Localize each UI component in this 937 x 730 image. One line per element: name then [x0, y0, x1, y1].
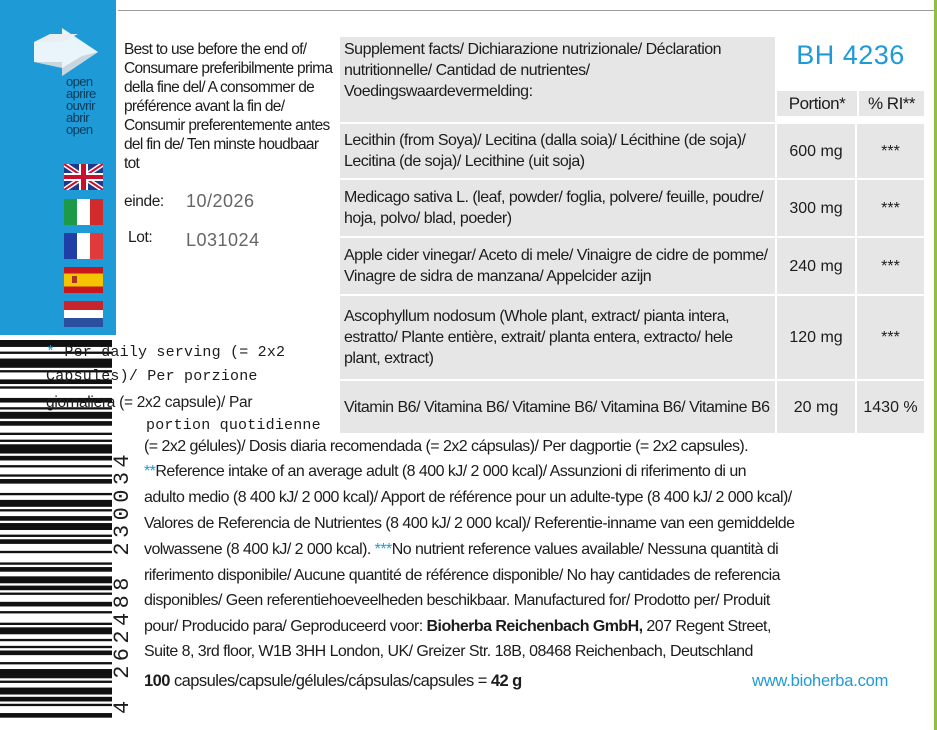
barcode-bar: [0, 681, 112, 683]
barcode-bar: [0, 593, 112, 595]
ingredient-name: Medicago sativa L. (leaf, powder/ foglia, polvere/ feuille, poudre/ hoja, polvo/ blad, poeder): [339, 179, 776, 237]
barcode-bar: [0, 704, 112, 706]
barcode-bar: [0, 646, 112, 648]
barcode-bar: [0, 576, 112, 583]
barcode-bar: [0, 523, 112, 530]
footnote-line: **Reference intake of an average adult (8 400 kJ/ 2 000 kcal)/ Assunzioni di riferimento di un: [144, 463, 747, 480]
barcode-bar: [0, 535, 112, 537]
table-row: [339, 123, 925, 179]
uk-flag-icon: [64, 164, 103, 190]
portion-column-header: Portion*: [777, 91, 857, 116]
barcode-bar: [0, 713, 112, 718]
ri-column-header: % RI**: [859, 91, 924, 116]
website-url: www.bioherba.com: [752, 672, 889, 690]
ingredient-ri: ***: [856, 295, 925, 380]
footnote-daily-line: Capsules)/ Per porzione: [46, 368, 258, 385]
barcode-bar: [0, 493, 112, 495]
barcode-bar: [0, 433, 112, 435]
supplement-facts-table: [338, 35, 926, 435]
barcode-bar: [0, 611, 112, 613]
barcode-bar: [0, 562, 112, 564]
footnote-line: disponibles/ Geen referentiehoeveelheden beschikbaar. Manufactured for/ Prodotto per/ Produit: [144, 592, 770, 609]
footnote-line: riferimento disponibile/ Aucune quantité de référence disponible/ No hay cantidades de referencia: [144, 567, 780, 584]
lot-label: Lot:: [128, 229, 153, 246]
barcode-bar: [0, 444, 112, 453]
ingredient-portion: 120 mg: [776, 295, 856, 380]
ingredient-ri: ***: [856, 123, 925, 179]
ingredient-portion: 600 mg: [776, 123, 856, 179]
barcode-bar: [0, 500, 112, 507]
facts-header: Supplement facts/ Dichiarazione nutrizionale/ Déclaration nutritionnelle/ Cantidad de nutrientes/ Voedingswaardevermelding:: [339, 36, 776, 123]
footnote-line: (= 2x2 gélules)/ Dosis diaria recomendada (= 2x2 cápsulas)/ Per dagportie (= 2x2 capsules).: [144, 438, 749, 455]
open-word: ouvrir: [66, 98, 95, 113]
barcode-bar: [0, 421, 112, 426]
footnote-line: pour/ Producido para/ Geproduceerd voor: Bioherba Reichenbach GmbH, 207 Regent Street,: [144, 618, 771, 635]
ingredient-portion: 20 mg: [776, 380, 856, 434]
footnote-daily-line: * Per daily serving (= 2x2: [46, 344, 286, 361]
package-quantity: 100 capsules/capsule/gélules/cápsulas/capsules = 42 g: [144, 672, 522, 690]
barcode-bar: [0, 627, 112, 634]
ingredient-name: Ascophyllum nodosum (Whole plant, extract/ pianta intera, estratto/ Plante entière, extrait/ planta entera, extracto/ hele plant, extract): [339, 295, 776, 380]
barcode-bar: [0, 412, 112, 419]
barcode-bar: [0, 697, 112, 702]
barcode-bar: [0, 474, 112, 476]
barcode-bar: [0, 456, 112, 461]
barcode-bar: [0, 669, 112, 678]
barcode-bar: [0, 509, 112, 511]
open-word: open: [66, 74, 93, 89]
header-right-cell: [776, 36, 925, 123]
ingredient-portion: 240 mg: [776, 237, 856, 295]
product-code: BH 4236: [779, 37, 922, 73]
barcode-digits: 4 262488 230034: [110, 449, 135, 714]
blue-side-panel: [0, 0, 116, 335]
footnote-daily-line: portion quotidienne: [146, 417, 321, 434]
barcode-bar: [0, 465, 112, 467]
barcode-bar: [0, 516, 112, 521]
open-word: abrir: [66, 110, 90, 125]
footnote-line: Suite 8, 3rd floor, W1B 3HH London, UK/ Greizer Str. 18B, 08468 Reichenbach, Deutschland: [144, 643, 753, 660]
barcode-bar: [0, 688, 112, 695]
barcode-bar: [0, 639, 112, 641]
spain-flag-icon: [64, 267, 103, 293]
barcode-bar: [0, 650, 112, 655]
barcode-bar: [0, 602, 112, 607]
ingredient-ri: 1430 %: [856, 380, 925, 434]
top-rule: [118, 10, 937, 11]
manufacturer-name: Bioherba Reichenbach GmbH,: [426, 618, 643, 635]
barcode-bar: [0, 623, 112, 625]
table-header-row: [339, 36, 925, 123]
best-before-date-value: 10/2026: [186, 191, 255, 211]
footnote-line: volwassene (8 400 kJ/ 2 000 kcal). ***No nutrient reference values available/ Nessuna quantità di: [144, 541, 779, 558]
barcode-bar: [0, 440, 112, 442]
footnote-line: Valores de Referencia de Nutrientes (8 400 kJ/ 2 000 kcal)/ Referentie-inname van een gemiddelde: [144, 515, 795, 532]
table-row: [339, 237, 925, 295]
france-flag-icon: [64, 233, 103, 259]
best-before-text: Best to use before the end of/ Consumare preferibilmente prima della fine del/ A consommer de préférence avant la fin de/ Consumir preferentemente antes del fin de/ Ten minste houdbaar tot: [124, 41, 333, 172]
best-before-date-label: einde:: [124, 193, 164, 210]
barcode-bar: [0, 539, 112, 544]
ingredient-ri: ***: [856, 237, 925, 295]
open-word: aprire: [66, 86, 96, 101]
open-word: open: [66, 122, 93, 137]
barcode-bar: [0, 551, 112, 553]
ingredient-name: Apple cider vinegar/ Aceto di mele/ Vinaigre de cidre de pomme/ Vinagre de sidra de manzana/ Appelcider azijn: [339, 237, 776, 295]
table-row: [339, 179, 925, 237]
barcode-bar: [0, 479, 112, 484]
barcode-bar: [0, 586, 112, 591]
lot-value: L031024: [186, 230, 260, 250]
footnote-daily-line: giornaliera (= 2x2 capsule)/ Par: [46, 394, 253, 411]
open-arrow-icon: [32, 22, 104, 82]
open-instructions: [66, 76, 116, 136]
barcode-bar: [0, 662, 112, 664]
ingredient-name: Vitamin B6/ Vitamina B6/ Vitamine B6/ Vitamina B6/ Vitamine B6: [339, 380, 776, 434]
table-row: [339, 295, 925, 380]
barcode-bar: [0, 386, 112, 388]
ingredient-name: Lecithin (from Soya)/ Lecitina (dalla soia)/ Lécithine (de soja)/ Lecitina (de soja)/ Lecithine (uit soja): [339, 123, 776, 179]
netherlands-flag-icon: [64, 301, 103, 327]
ingredient-ri: ***: [856, 179, 925, 237]
barcode-bar: [0, 567, 112, 572]
footnote-line: adulto medio (8 400 kJ/ 2 000 kcal)/ Apport de référence pour un adulte-type (8 400 kJ/ 2 000 kcal)/: [144, 489, 792, 506]
italy-flag-icon: [64, 199, 103, 225]
ingredient-portion: 300 mg: [776, 179, 856, 237]
